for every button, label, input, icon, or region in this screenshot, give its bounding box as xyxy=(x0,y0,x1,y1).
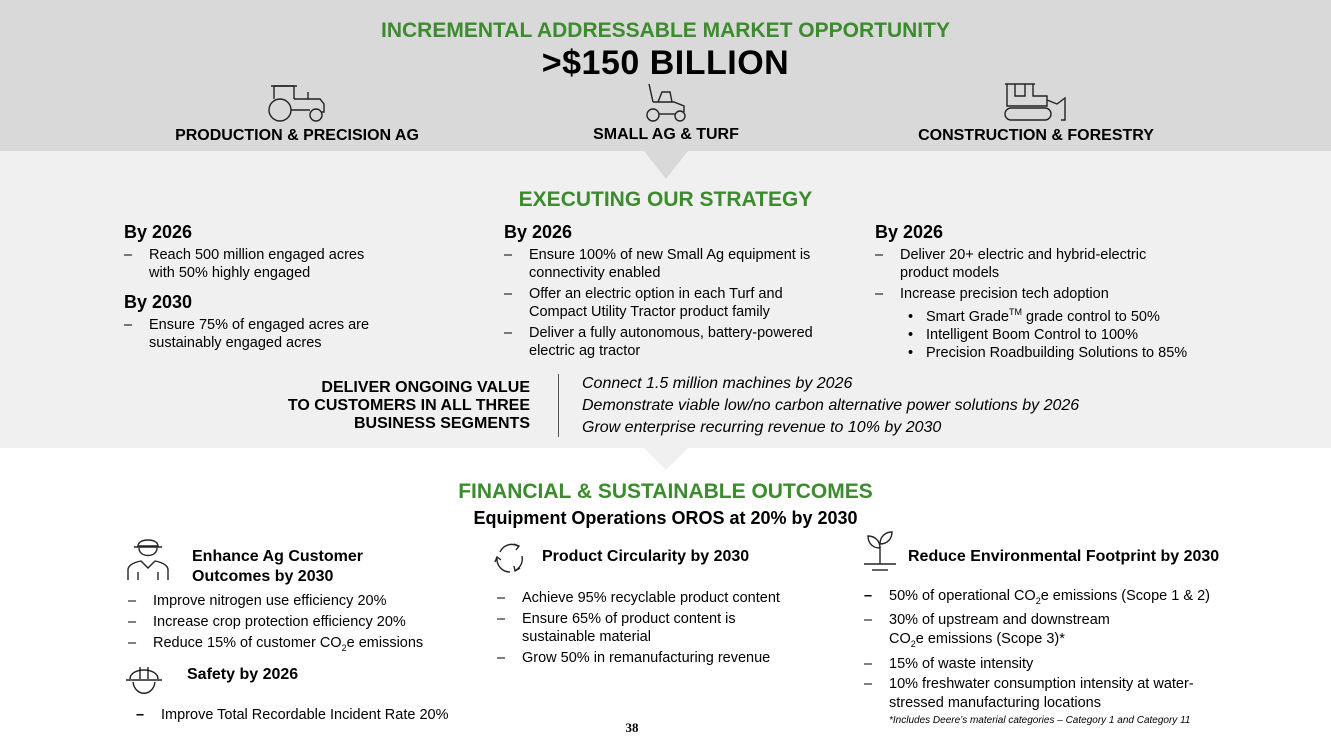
strategy-year-heading: By 2030 xyxy=(124,292,193,312)
strategy-column-small-ag xyxy=(504,222,864,360)
strategy-year-heading: By 2026 xyxy=(875,222,944,242)
strategy-item-continuation: Compact Utility Tractor product family xyxy=(529,304,770,320)
outcome-item: – 30% of upstream and downstream xyxy=(864,611,1110,628)
strategy-item: – Reach 500 million engaged acres xyxy=(124,247,365,263)
strategy-title: EXECUTING OUR STRATEGY xyxy=(518,188,813,211)
safety-heading: Safety by 2026 xyxy=(187,666,299,683)
ag-outcomes-heading: Enhance Ag Customer Outcomes by 2030 xyxy=(192,548,363,585)
strategy-bullet: • Smart Grade™ grade control to 50% xyxy=(908,307,1160,325)
outcome-item: – Achieve 95% recyclable product content xyxy=(497,590,780,606)
strategy-column-construction xyxy=(875,222,1235,362)
outcome-item: – Grow 50% in remanufacturing revenue xyxy=(497,650,771,666)
farmer-icon xyxy=(124,534,172,582)
goal-item: Demonstrate viable low/no carbon alternative power solutions by 2026 xyxy=(582,397,1080,414)
ag-outcomes-list xyxy=(128,591,468,659)
page-number: 38 xyxy=(625,720,639,735)
circular-arrows-icon xyxy=(494,542,526,574)
strategy-year-heading: By 2026 xyxy=(504,222,573,242)
outcome-item: – Ensure 65% of product content is xyxy=(497,611,736,627)
strategy-year-heading: By 2026 xyxy=(124,222,193,242)
market-size-title: >$150 BILLION xyxy=(541,44,790,82)
strategy-item: – Ensure 75% of engaged acres are xyxy=(124,317,370,333)
arrow-down-icon xyxy=(644,151,688,179)
strategy-item-continuation: sustainably engaged acres xyxy=(149,335,322,351)
outcome-item: – Reduce 15% of customer $CO_2e$ emissions xyxy=(128,635,424,653)
arrow-down-icon xyxy=(644,448,688,470)
outcome-item: – 10% freshwater consumption intensity at water- xyxy=(864,675,1194,692)
circularity-list xyxy=(497,589,857,667)
bulldozer-icon xyxy=(1003,82,1071,124)
outcome-item-continuation: $CO_2e$ emissions (Scope 3)* xyxy=(889,630,1065,649)
strategy-item: – Ensure 100% of new Small Ag equipment is xyxy=(504,247,811,263)
outcome-item: – 50% of operational $CO_2e$ emissions (Scope 1 & 2) xyxy=(864,588,1210,606)
environment-list xyxy=(864,587,1264,713)
strategy-item: – Deliver 20+ electric and hybrid-electric xyxy=(875,247,1147,263)
outcomes-subtitle: Equipment Operations OROS at 20% by 2030 xyxy=(473,508,858,528)
riding-mower-icon xyxy=(644,82,690,124)
outcome-item: – Improve nitrogen use efficiency 20% xyxy=(128,593,387,609)
divider xyxy=(558,374,559,437)
outcome-item: – Improve Total Recordable Incident Rate 20% xyxy=(136,707,449,723)
strategy-item: – Increase precision tech adoption xyxy=(875,286,1109,302)
strategy-item-continuation: electric ag tractor xyxy=(529,343,641,359)
segment-construction-forestry: CONSTRUCTION & FORESTRY xyxy=(918,127,1154,144)
circularity-heading: Product Circularity by 2030 xyxy=(542,548,750,565)
outcome-item: – 15% of waste intensity xyxy=(864,655,1034,672)
strategy-goals-list xyxy=(582,373,1282,439)
outcomes-title: FINANCIAL & SUSTAINABLE OUTCOMES xyxy=(458,480,873,503)
segment-production-precision-ag: PRODUCTION & PRECISION AG xyxy=(175,127,419,144)
deliver-value-statement: DELIVER ONGOING VALUE TO CUSTOMERS IN ALL THREE BUSINESS SEGMENTS xyxy=(287,379,530,432)
strategy-item-continuation: with 50% highly engaged xyxy=(149,265,311,281)
environment-heading: Reduce Environmental Footprint by 2030 xyxy=(908,548,1220,565)
segment-small-ag-turf: SMALL AG & TURF xyxy=(593,126,739,143)
outcome-item-continuation: sustainable material xyxy=(522,629,651,645)
strategy-item: – Deliver a fully autonomous, battery-powered xyxy=(504,325,813,341)
goal-item: Connect 1.5 million machines by 2026 xyxy=(582,375,853,392)
strategy-bullet: • Intelligent Boom Control to 100% xyxy=(908,326,1138,343)
strategy-item: – Offer an electric option in each Turf and xyxy=(504,286,783,302)
footnote: *Includes Deere’s material categories – Category 1 and Category 11 xyxy=(889,715,1191,726)
strategy-item-continuation: product models xyxy=(900,265,1000,281)
outcome-item: – Increase crop protection efficiency 20% xyxy=(128,614,406,630)
strategy-bullet: • Precision Roadbuilding Solutions to 85% xyxy=(908,344,1188,361)
plant-sprout-icon xyxy=(862,532,898,572)
outcome-item-continuation: stressed manufacturing locations xyxy=(889,694,1101,711)
market-opportunity-subtitle: INCREMENTAL ADDRESSABLE MARKET OPPORTUNITY xyxy=(381,19,950,42)
tractor-icon xyxy=(268,84,328,124)
hard-hat-icon xyxy=(124,659,164,699)
strategy-column-production xyxy=(124,222,454,352)
goal-item: Grow enterprise recurring revenue to 10% by 2030 xyxy=(582,419,942,436)
strategy-item-continuation: connectivity enabled xyxy=(529,265,661,281)
